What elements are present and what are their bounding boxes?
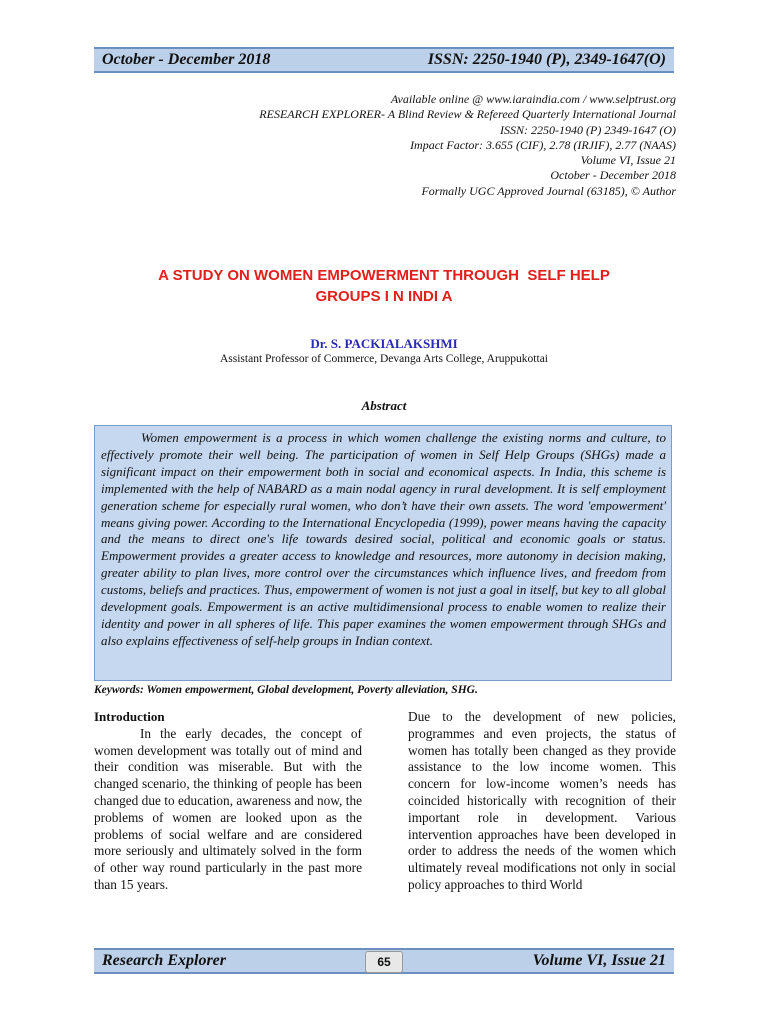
- title-line-1: A STUDY ON WOMEN EMPOWERMENT THROUGH SELF HELP: [158, 267, 610, 284]
- meta-issn: ISSN: 2250-1940 (P) 2349-1647 (O): [500, 122, 676, 137]
- author-name: Dr. S. PACKIALAKSHMI: [310, 336, 458, 351]
- abstract-box: Women empowerment is a process in which women challenge the existing norms and culture, to effectively promote their well being. The participation of women in Self Help Groups (SHGs) made a significant impact on their empowerment both in social and economical aspects. In India, this scheme is implemented with the help of NABARD as a main nodal agency in rural development. It is self employment generation scheme for especially rural women, who don’t have their own assets. The word 'empowerment' means giving power. According to the International Encyclopedia (1999), power means having the capacity and the means to direct one's life towards desired social, political and economic goals or status. Empowerment provides a greater access to knowledge and resources, more autonomy in decision making, greater ability to plan lives, more control over the circumstances which influence lives, and freedom from customs, beliefs and practices. Thus, empowerment of women is not just a goal in itself, but key to all global development goals. Empowerment is an active multidimensional process to enable women to realize their identity and power in all spheres of life. This paper examines the women empowerment through SHGs and also explains effectiveness of self-help groups in Indian context.: [94, 425, 672, 681]
- column-right: [408, 709, 676, 894]
- introduction-paragraph-right: Due to the development of new policies, programmes and even projects, the status of women has totally been changed as they provide assistance to the low income women. This concern for low-income women’s needs has coincided historically with recognition of their important role in development. Various intervention approaches have been developed in order to address the needs of the women which ultimately reveal modifications not only in social policy approaches to third World: [408, 709, 676, 892]
- meta-available-online: Available online @ www.iaraindia.com / www.selptrust.org: [390, 92, 676, 106]
- keywords: Keywords: Women empowerment, Global development, Poverty alleviation, SHG.: [94, 684, 478, 696]
- author-affiliation: Assistant Professor of Commerce, Devanga Arts College, Aruppukottai: [219, 353, 548, 365]
- abstract-heading: Abstract: [361, 398, 407, 413]
- meta-impact-factor: Impact Factor: 3.655 (CIF), 2.78 (IRJIF), 2.77 (NAAS): [410, 137, 676, 152]
- header-date: October - December 2018: [102, 51, 271, 68]
- paper-title: [94, 265, 674, 307]
- header-band: [94, 47, 674, 73]
- footer-journal: Research Explorer: [102, 952, 226, 969]
- header-issn: ISSN: 2250-1940 (P), 2349-1647(O): [427, 51, 666, 68]
- journal-meta: [259, 92, 676, 199]
- meta-journal-name: RESEARCH EXPLORER- A Blind Review & Refereed Quarterly International Journal: [259, 107, 676, 122]
- footer-band: [94, 948, 674, 974]
- introduction-paragraph-left: In the early decades, the concept of women development was totally out of mind and their condition was miserable. But with the changed scenario, the thinking of people has been changed due to education, awareness and now, the problems of women are looked upon as the problems of social welfare and are considered more seriously and ultimately solved in the form of other way round particularly in the past more than 15 years.: [94, 725, 362, 892]
- page-number: 65: [365, 951, 403, 973]
- footer-volume: Volume VI, Issue 21: [532, 952, 666, 969]
- meta-volume: Volume VI, Issue 21: [580, 153, 676, 168]
- meta-date: October - December 2018: [550, 168, 676, 183]
- meta-ugc: Formally UGC Approved Journal (63185), © Author: [421, 183, 676, 198]
- column-left: [94, 709, 362, 894]
- title-line-2: GROUPS I N INDI A: [315, 288, 453, 305]
- introduction-heading: Introduction: [94, 709, 165, 724]
